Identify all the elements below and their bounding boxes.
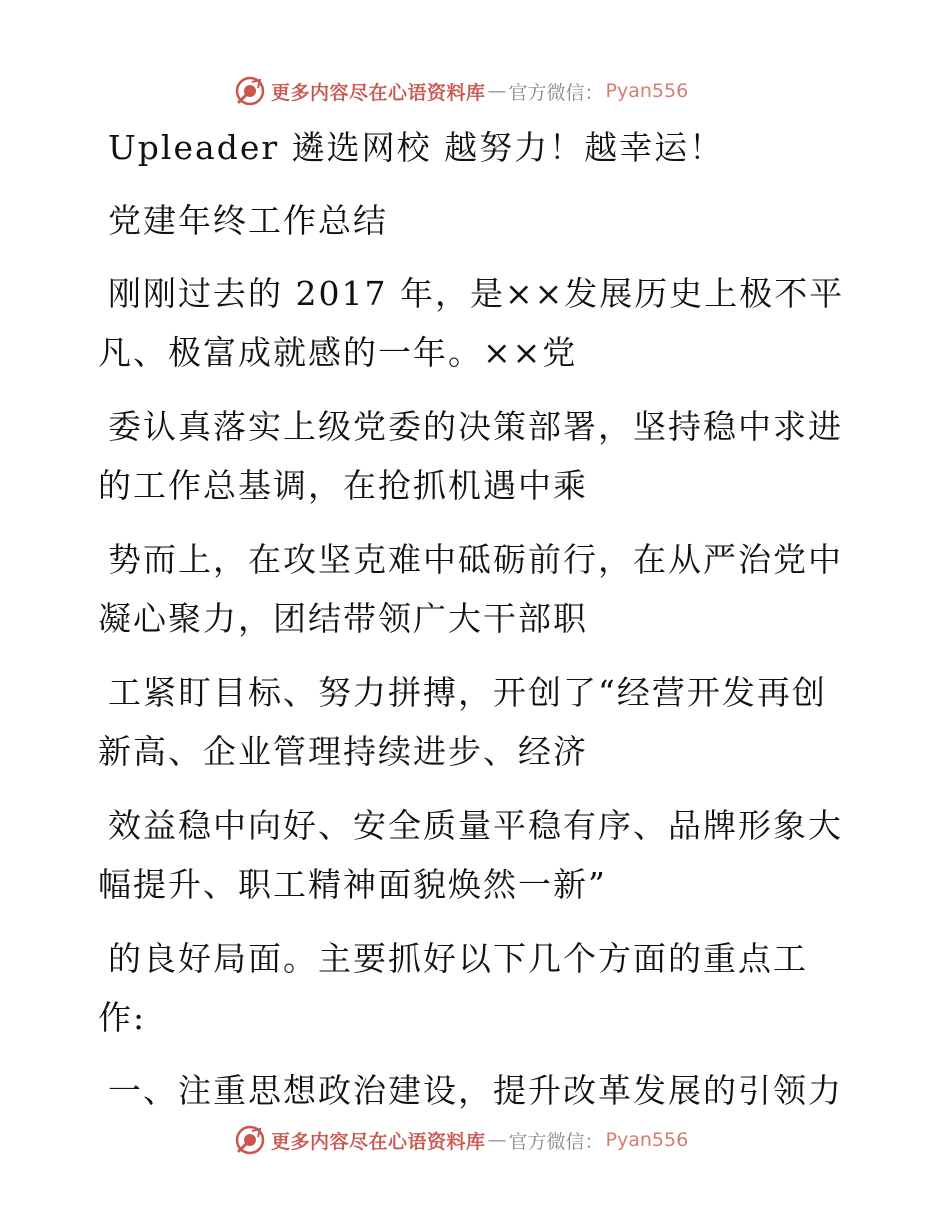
bottom-watermark: [235, 1123, 688, 1157]
watermark-text: 更多内容尽在心语资料库: [271, 81, 486, 104]
body-line-8: 新高、企业管理持续进步、经济: [98, 732, 588, 771]
body-line-7: 工紧盯目标、努力拼搏，开创了“经营开发再创: [108, 673, 827, 712]
body-line-13: 一、注重思想政治建设，提升改革发展的引领力: [108, 1071, 843, 1110]
watermark-account: Pyan556: [605, 80, 689, 102]
body-line-12: 作:: [98, 998, 147, 1037]
watermark-account-label: 官方微信：: [508, 1130, 604, 1153]
watermark-logo-icon: [235, 1125, 265, 1155]
body-line-5: 势而上，在攻坚克难中砥砺前行，在从严治党中: [108, 540, 843, 579]
watermark-dash: —: [487, 1129, 507, 1151]
watermark-account: Pyan556: [605, 1129, 689, 1151]
body-line-1: 刚刚过去的 2017 年，是××发展历史上极不平: [108, 274, 845, 313]
watermark-account-label: 官方微信：: [508, 81, 604, 104]
body-line-2: 凡、极富成就感的一年。××党: [98, 333, 578, 372]
document-header-line: Upleader 遴选网校 越努力！越幸运！: [108, 128, 725, 167]
body-line-4: 的工作总基调，在抢抓机遇中乘: [98, 466, 588, 505]
watermark-logo-icon: [235, 76, 265, 106]
watermark-text: 更多内容尽在心语资料库: [271, 1130, 486, 1153]
document-title: 党建年终工作总结: [108, 201, 388, 240]
watermark-dash: —: [487, 80, 507, 102]
body-line-10: 幅提升、职工精神面貌焕然一新”: [98, 865, 607, 904]
body-line-3: 委认真落实上级党委的决策部署，坚持稳中求进: [108, 407, 843, 446]
body-line-11: 的良好局面。主要抓好以下几个方面的重点工: [108, 939, 808, 978]
body-line-6: 凝心聚力，团结带领广大干部职: [98, 599, 588, 638]
body-line-9: 效益稳中向好、安全质量平稳有序、品牌形象大: [108, 806, 843, 845]
top-watermark: [235, 74, 688, 108]
